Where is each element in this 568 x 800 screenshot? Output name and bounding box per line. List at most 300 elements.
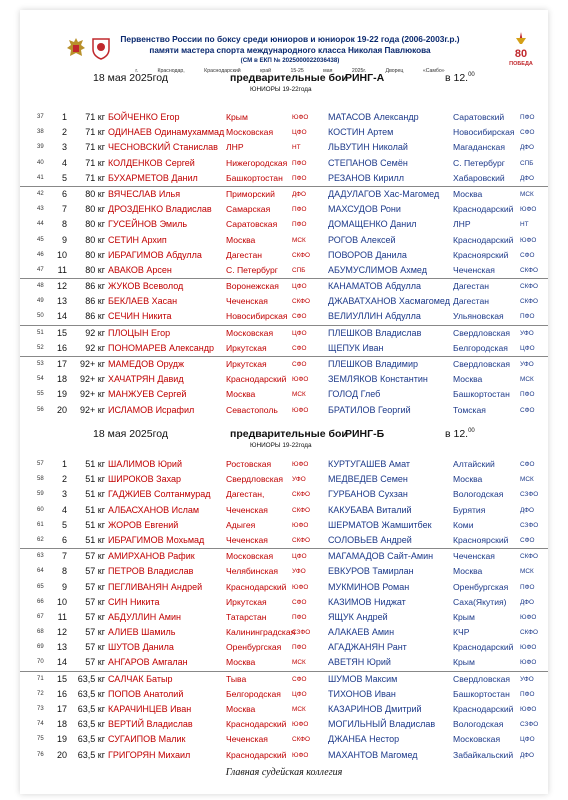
red-corner-region: Чеченская — [226, 296, 268, 307]
blue-corner-name: МУКМИНОВ Роман — [328, 581, 410, 592]
red-corner-district: ЮФО — [292, 583, 309, 591]
weight-class: 51 кг — [85, 504, 105, 515]
blue-corner-region: Свердловская — [453, 359, 511, 369]
pair-number: 2 — [61, 474, 67, 485]
table-row — [20, 110, 548, 125]
bout-number: 43 — [37, 206, 44, 213]
red-corner-region: Белгородская — [226, 688, 281, 699]
section-subtitle: ЮНИОРЫ 19-22года — [250, 86, 312, 93]
red-corner-region: Челябинская — [226, 566, 279, 577]
blue-corner-district: ЮФО — [520, 659, 537, 667]
bout-number: 74 — [37, 721, 44, 728]
weight-class: 63,5 кг — [77, 719, 105, 730]
table-row — [20, 278, 548, 294]
blue-corner-district: СКФО — [520, 629, 538, 637]
pair-number: 13 — [57, 296, 68, 307]
bout-number: 64 — [37, 568, 44, 575]
blue-corner-district: ЦФО — [520, 344, 535, 352]
bout-number: 53 — [37, 361, 44, 367]
red-corner-name: АНГАРОВ Амгалан — [108, 657, 188, 668]
red-corner-district: ЦФО — [292, 690, 307, 698]
blue-corner-name: ПЛЕШКОВ Владислав — [328, 327, 422, 338]
red-corner-district: ЦФО — [292, 129, 307, 137]
red-corner-name: ГУСЕЙНОВ Эмиль — [108, 219, 188, 230]
bout-table-ring-b — [20, 457, 548, 763]
table-row — [20, 457, 548, 472]
weight-class: 92+ кг — [80, 389, 105, 400]
pair-number: 19 — [57, 734, 68, 745]
red-corner-region: Крым — [226, 112, 248, 122]
red-corner-district: СКФО — [292, 506, 310, 514]
blue-corner-region: Свердловская — [453, 673, 511, 684]
blue-corner-district: УФО — [520, 329, 534, 337]
blue-corner-district: ЮФО — [520, 613, 537, 621]
pair-number: 11 — [57, 264, 67, 275]
blue-corner-district: СФО — [520, 406, 535, 414]
blue-corner-name: АЛАКАЕВ Амин — [328, 627, 395, 638]
pair-number: 17 — [57, 359, 68, 369]
red-corner-district: ЦФО — [292, 329, 307, 337]
red-corner-region: Краснодарский — [226, 719, 287, 730]
table-row — [20, 548, 548, 564]
pair-number: 9 — [61, 234, 67, 245]
bout-number: 75 — [37, 736, 44, 743]
blue-corner-name: ПЛЕШКОВ Владимир — [328, 359, 419, 369]
table-row — [20, 518, 548, 533]
svg-text:80: 80 — [514, 48, 528, 60]
red-corner-name: МАНЖУЕВ Сергей — [108, 389, 187, 400]
table-row — [20, 687, 548, 702]
blue-corner-region: Башкортостан — [453, 389, 510, 400]
red-corner-district: ПФО — [292, 206, 307, 214]
blue-corner-name: КАКУБАВА Виталий — [328, 504, 412, 515]
red-corner-name: ПЕТРОВ Владислав — [108, 566, 194, 577]
red-corner-name: ПОПОВ Анатолий — [108, 688, 184, 699]
blue-corner-region: Крым — [453, 611, 475, 622]
table-row — [20, 403, 548, 418]
weight-class: 57 кг — [85, 596, 105, 607]
header-location: г. Краснодар, Краснодарский край 15-25 мая 2025г. Дворец «Самбо» — [135, 68, 445, 74]
weight-class: 51 кг — [85, 489, 105, 500]
pair-number: 1 — [61, 112, 67, 122]
red-corner-district: НТ — [292, 144, 301, 152]
blue-corner-district: СЗФО — [520, 491, 539, 499]
blue-corner-district: СЗФО — [520, 721, 539, 729]
bout-number: 61 — [37, 521, 44, 528]
bout-number: 71 — [37, 675, 44, 682]
blue-corner-name: ЩЕПУК Иван — [328, 342, 384, 353]
red-corner-district: МСК — [292, 391, 306, 399]
blue-corner-region: С. Петербург — [453, 157, 505, 168]
red-corner-region: Новосибирская — [226, 311, 288, 322]
blue-corner-name: ТИХОНОВ Иван — [328, 688, 396, 699]
red-corner-name: ВЕРТИЙ Владислав — [108, 719, 193, 730]
red-corner-name: ЖОРОВ Евгений — [108, 519, 179, 530]
red-corner-district: ЦФО — [292, 553, 307, 561]
blue-corner-district: ДФО — [520, 144, 535, 152]
red-corner-region: Москва — [226, 657, 256, 668]
red-corner-name: ЖУКОВ Всеволод — [108, 281, 184, 292]
blue-corner-region: ЛНР — [453, 219, 471, 230]
blue-corner-district: УФО — [520, 675, 534, 683]
table-row — [20, 217, 548, 232]
blue-corner-name: ВЕЛИУЛЛИН Абдулла — [328, 311, 421, 322]
bout-number: 69 — [37, 644, 44, 651]
section-ring: РИНГ-А — [345, 72, 385, 84]
pair-number: 10 — [57, 596, 68, 607]
bout-number: 73 — [37, 706, 44, 712]
blue-corner-region: Бурятия — [453, 504, 486, 515]
blue-corner-region: Краснодарский — [453, 234, 514, 245]
red-corner-region: Башкортостан — [226, 172, 283, 183]
red-corner-district: СКФО — [292, 736, 310, 744]
blue-corner-district: СЗФО — [520, 521, 539, 529]
red-corner-name: ГРИГОРЯН Михаил — [108, 749, 191, 760]
blue-corner-district: МСК — [520, 568, 534, 576]
table-row — [20, 341, 548, 356]
weight-class: 51 кг — [85, 534, 105, 545]
red-corner-name: СЕЧИН Никита — [108, 311, 172, 322]
red-corner-region: Московская — [226, 327, 274, 338]
table-row — [20, 372, 548, 387]
red-corner-name: ПОНОМАРЕВ Александр — [108, 342, 215, 353]
red-corner-region: Чеченская — [226, 534, 268, 545]
blue-corner-name: МАХСУДОВ Рони — [328, 204, 401, 215]
blue-corner-region: Вологодская — [453, 719, 504, 730]
red-corner-name: ПЛОЦЫН Егор — [108, 327, 171, 338]
blue-corner-district: ДФО — [520, 506, 535, 514]
table-row — [20, 309, 548, 324]
bout-number: 60 — [37, 506, 44, 513]
red-corner-district: ПФО — [292, 613, 307, 621]
weight-class: 57 кг — [85, 581, 105, 592]
weight-class: 86 кг — [85, 281, 105, 292]
bout-number: 41 — [37, 174, 44, 181]
red-corner-name: СУГАИПОВ Малик — [108, 734, 186, 745]
blue-corner-name: РОГОВ Алексей — [328, 234, 396, 245]
table-row — [20, 186, 548, 202]
blue-corner-region: КЧР — [453, 627, 470, 638]
weight-class: 86 кг — [85, 311, 105, 322]
blue-corner-district: СФО — [520, 129, 535, 137]
pair-number: 8 — [61, 219, 67, 230]
blue-corner-region: Краснодарский — [453, 204, 514, 215]
weight-class: 86 кг — [85, 296, 105, 307]
blue-corner-name: МАХАНТОВ Магомед — [328, 749, 418, 760]
weight-class: 92+ кг — [80, 404, 105, 415]
blue-corner-region: Красноярский — [453, 534, 509, 545]
red-corner-district: ЮФО — [292, 376, 309, 384]
header-ekp: (СМ в ЕКП № 2025000022036438) — [240, 57, 340, 64]
red-corner-region: Иркутская — [226, 359, 267, 369]
pair-number: 13 — [57, 642, 68, 653]
blue-corner-district: ДФО — [520, 174, 535, 182]
pair-number: 5 — [61, 172, 67, 183]
pair-number: 20 — [57, 749, 68, 760]
federation-emblem-icon — [90, 36, 112, 60]
blue-corner-name: ГУРБАНОВ Сухзан — [328, 489, 408, 500]
blue-corner-name: ДОМАЩЕНКО Данил — [328, 219, 417, 230]
red-corner-district: СПБ — [292, 266, 306, 274]
table-row — [20, 625, 548, 640]
red-corner-region: Чеченская — [226, 734, 268, 745]
red-corner-region: ЛНР — [226, 142, 244, 153]
pair-number: 1 — [61, 459, 67, 469]
pair-number: 3 — [61, 489, 67, 500]
weight-class: 80 кг — [85, 188, 105, 199]
blue-corner-region: Свердловская — [453, 327, 511, 338]
blue-corner-district: СФО — [520, 251, 535, 259]
table-row — [20, 140, 548, 155]
red-corner-district: СФО — [292, 313, 307, 321]
pair-number: 8 — [61, 566, 67, 577]
red-corner-region: Оренбургская — [226, 642, 282, 653]
table-row — [20, 717, 548, 732]
pair-number: 11 — [57, 611, 67, 622]
pair-number: 5 — [61, 519, 67, 530]
table-row — [20, 564, 548, 579]
red-corner-name: ШУТОВ Данила — [108, 642, 174, 653]
bout-number: 66 — [37, 598, 44, 605]
red-corner-region: Краснодарский — [226, 749, 287, 760]
red-corner-district: МСК — [292, 236, 306, 244]
blue-corner-name: КУРТУГАШЕВ Амат — [328, 459, 411, 469]
section-subtitle: ЮНИОРЫ 19-22года — [250, 442, 312, 449]
blue-corner-district: ЦФО — [520, 736, 535, 744]
blue-corner-name: КАНАМАТОВ Абдулла — [328, 281, 421, 292]
weight-class: 92+ кг — [80, 359, 105, 369]
red-corner-region: Саратовская — [226, 219, 278, 230]
red-corner-district: ПФО — [292, 644, 307, 652]
red-corner-district: ЮФО — [292, 721, 309, 729]
red-corner-name: СЕТИН Архип — [108, 234, 167, 245]
red-corner-name: КОЛДЕНКОВ Сергей — [108, 157, 195, 168]
blue-corner-district: ПФО — [520, 690, 535, 698]
red-corner-district: СКФО — [292, 298, 310, 306]
blue-corner-name: МЕДВЕДЕВ Семен — [328, 474, 408, 485]
red-corner-region: Дагестан — [226, 249, 262, 260]
blue-corner-region: Хабаровский — [453, 172, 505, 183]
blue-corner-region: Коми — [453, 519, 474, 530]
red-corner-name: БОЙЧЕНКО Егор — [108, 112, 180, 122]
blue-corner-district: ЮФО — [520, 706, 537, 713]
blue-corner-name: КОСТИН Артем — [328, 127, 394, 138]
table-row — [20, 702, 548, 717]
bout-number: 56 — [37, 406, 44, 413]
weight-class: 92 кг — [85, 327, 105, 338]
table-row — [20, 156, 548, 171]
red-corner-district: СФО — [292, 675, 307, 683]
weight-class: 92+ кг — [80, 374, 105, 385]
weight-class: 80 кг — [85, 219, 105, 230]
red-corner-name: ОДИНАЕВ Одинамухаммад — [108, 127, 225, 138]
red-corner-region: Краснодарский — [226, 581, 287, 592]
bout-number: 72 — [37, 690, 44, 697]
blue-corner-name: МАГАМАДОВ Сайт-Амин — [328, 551, 434, 562]
red-corner-district: ЮФО — [292, 406, 309, 414]
pair-number: 14 — [57, 657, 68, 668]
blue-corner-name: КАЗИМОВ Ниджат — [328, 596, 406, 607]
table-row — [20, 233, 548, 248]
blue-corner-region: Краснодарский — [453, 642, 514, 653]
bout-number: 68 — [37, 629, 44, 636]
pair-number: 9 — [61, 581, 67, 592]
blue-corner-name: МОГИЛЬНЫЙ Владислав — [328, 719, 436, 730]
table-row — [20, 640, 548, 655]
blue-corner-region: Оренбургская — [453, 581, 509, 592]
red-corner-region: Москва — [226, 389, 256, 400]
red-corner-region: Ростовская — [226, 459, 272, 469]
red-corner-region: Московская — [226, 127, 274, 138]
blue-corner-district: ДФО — [520, 751, 535, 759]
red-corner-name: АВАКОВ Арсен — [108, 264, 172, 275]
bout-number: 45 — [37, 236, 44, 243]
weight-class: 80 кг — [85, 234, 105, 245]
pair-number: 15 — [57, 327, 68, 338]
section-date: 18 мая 2025год — [93, 428, 168, 440]
red-corner-name: БЕКЛАЕВ Хасан — [108, 296, 178, 307]
weight-class: 51 кг — [85, 459, 105, 469]
red-corner-name: СИН Никита — [108, 596, 160, 607]
red-corner-district: ЮФО — [292, 751, 309, 759]
red-corner-district: ДФО — [292, 190, 307, 198]
bout-number: 51 — [37, 329, 44, 336]
blue-corner-name: РЕЗАНОВ Кирилл — [328, 172, 405, 183]
weight-class: 57 кг — [85, 627, 105, 638]
bout-number: 65 — [37, 583, 44, 590]
pair-number: 12 — [57, 627, 68, 638]
blue-corner-district: МСК — [520, 476, 534, 484]
blue-corner-name: ГОЛОД Глеб — [328, 389, 381, 400]
section-date: 18 мая 2025год — [93, 72, 168, 84]
bout-table-ring-a — [20, 110, 548, 418]
pair-number: 3 — [61, 142, 67, 153]
weight-class: 80 кг — [85, 264, 105, 275]
red-corner-name: МАМЕДОВ Орудж — [108, 359, 184, 369]
blue-corner-name: СТЕПАНОВ Семён — [328, 157, 408, 168]
pair-number: 4 — [61, 157, 67, 168]
red-corner-district: СКФО — [292, 491, 310, 499]
red-corner-region: Иркутская — [226, 596, 267, 607]
bout-number: 42 — [37, 190, 44, 197]
pair-number: 12 — [57, 281, 68, 292]
blue-corner-region: Красноярский — [453, 249, 509, 260]
red-corner-region: Москва — [226, 704, 256, 714]
blue-corner-region: Москва — [453, 188, 483, 199]
pair-number: 15 — [57, 673, 68, 684]
section-stage: предварительные бои — [230, 72, 348, 84]
pair-number: 10 — [57, 249, 68, 260]
table-row — [20, 325, 548, 341]
weight-class: 51 кг — [85, 474, 105, 485]
red-corner-district: СФО — [292, 361, 307, 368]
bout-number: 40 — [37, 159, 44, 166]
red-corner-region: Тыва — [226, 673, 247, 684]
blue-corner-name: ЛЬВУТИН Николай — [328, 142, 408, 153]
bout-number: 57 — [37, 461, 44, 467]
blue-corner-region: Новосибирская — [453, 127, 515, 138]
red-corner-district: СКФО — [292, 536, 310, 544]
red-corner-region: Свердловская — [226, 474, 284, 485]
blue-corner-region: Магаданская — [453, 142, 505, 153]
weight-class: 71 кг — [85, 157, 105, 168]
red-corner-region: Приморский — [226, 188, 275, 199]
pair-number: 2 — [61, 127, 67, 138]
blue-corner-district: СКФО — [520, 553, 538, 561]
blue-corner-region: Томская — [453, 404, 486, 415]
blue-corner-name: ЕВКУРОВ Тамирлан — [328, 566, 414, 577]
section-time: в 12.00 — [445, 72, 475, 84]
pair-number: 7 — [61, 204, 67, 215]
red-corner-district: МСК — [292, 706, 306, 713]
blue-corner-region: Белгородская — [453, 342, 508, 353]
red-corner-region: Чеченская — [226, 504, 268, 515]
table-row — [20, 503, 548, 518]
section-stage: предварительные бои — [230, 428, 348, 440]
blue-corner-district: ПФО — [520, 583, 535, 591]
section-header-ring-b — [20, 428, 548, 456]
pair-number: 4 — [61, 504, 67, 515]
red-corner-name: АМИРХАНОВ Рафик — [108, 551, 195, 562]
pair-number: 6 — [61, 188, 67, 199]
table-row — [20, 263, 548, 278]
bout-number: 55 — [37, 391, 44, 398]
bout-number: 58 — [37, 476, 44, 483]
blue-corner-name: ДАДУЛАГОВ Хас-Магомед — [328, 188, 440, 199]
weight-class: 71 кг — [85, 172, 105, 183]
red-corner-name: ИСЛАМОВ Исрафил — [108, 404, 195, 415]
blue-corner-district: СКФО — [520, 298, 538, 306]
blue-corner-name: ДЖАНБА Нестор — [328, 734, 400, 745]
footer-signature: Главная судейская коллегия — [225, 767, 343, 778]
document-page — [20, 10, 548, 794]
red-corner-name: ВЯЧЕСЛАВ Илья — [108, 188, 181, 199]
blue-corner-name: ШЕРМАТОВ Жамшитбек — [328, 519, 432, 530]
red-corner-region: Московская — [226, 551, 274, 562]
red-corner-name: ПЕГЛИВАНЯН Андрей — [108, 581, 203, 592]
bout-number: 70 — [37, 659, 44, 666]
red-corner-name: ИБРАГИМОВ Мохьмад — [108, 534, 205, 545]
red-corner-region: Нижегородская — [226, 157, 288, 168]
weight-class: 63,5 кг — [77, 673, 105, 684]
table-row — [20, 732, 548, 747]
bout-number: 44 — [37, 221, 44, 228]
bout-number: 48 — [37, 283, 44, 290]
blue-corner-district: ДФО — [520, 598, 535, 606]
red-corner-region: Севастополь — [226, 404, 278, 415]
red-corner-region: С. Петербург — [226, 264, 278, 275]
table-row — [20, 533, 548, 548]
red-corner-district: УФО — [292, 476, 306, 484]
blue-corner-name: ШУМОВ Максим — [328, 673, 398, 684]
red-corner-district: ЮФО — [292, 114, 309, 121]
blue-corner-district: СКФО — [520, 283, 538, 291]
pair-number: 18 — [57, 719, 68, 730]
pair-number: 7 — [61, 551, 67, 562]
red-corner-name: БУХАРМЕТОВ Данил — [108, 172, 198, 183]
blue-corner-region: Чеченская — [453, 551, 495, 562]
document-header — [20, 16, 548, 76]
red-corner-name: ШАЛИМОВ Юрий — [108, 459, 182, 469]
red-corner-name: ДРОЗДЕНКО Владислав — [108, 204, 212, 215]
bout-number: 67 — [37, 613, 44, 620]
blue-corner-region: Москва — [453, 374, 483, 385]
blue-corner-region: Вологодская — [453, 489, 504, 500]
russia-emblem-icon — [65, 36, 87, 60]
blue-corner-district: ЮФО — [520, 644, 537, 652]
table-row — [20, 202, 548, 217]
blue-corner-name: КАЗАРИНОВ Дмитрий — [328, 704, 422, 714]
